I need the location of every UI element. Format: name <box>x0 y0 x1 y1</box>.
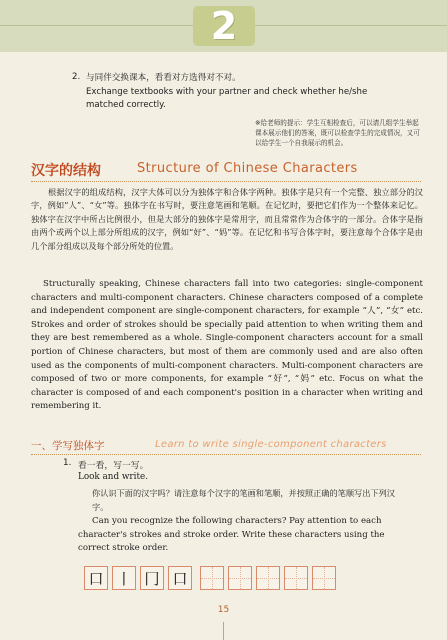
stroke-cell-1 <box>84 566 108 590</box>
task-instruction-en: Can you recognize the following characters? Pay attention to each character's strokes and stroke order. Write these characters using the correct stroke order. <box>78 516 385 554</box>
teacher-note: ※给老师的提示：学生互相检查后，可以请几组学生举起课本展示他们的答案，既可以检查学生的完成情况，又可以给学生一个自我展示的机会。 <box>255 119 420 147</box>
task-title-en: Look and write. <box>78 472 148 482</box>
exercise-number: 2. <box>72 72 81 82</box>
section-dotted-divider <box>31 181 421 182</box>
stroke-glyph: 丨 <box>116 570 132 588</box>
practice-cell[interactable] <box>228 566 252 590</box>
task-instruction-cn: 你认识下面的汉字吗？请注意每个汉字的笔画和笔顺，并按照正确的笔顺写出下列汉字。 <box>92 488 395 512</box>
stroke-glyph: 冂 <box>144 570 160 588</box>
stroke-glyph: 口 <box>88 570 104 588</box>
page-number-tick <box>223 622 224 640</box>
subsection-dotted-divider <box>31 454 421 455</box>
subsection-title-en: Learn to write single-component characters <box>155 439 387 450</box>
page-number: 15 <box>217 605 230 615</box>
practice-cell[interactable] <box>284 566 308 590</box>
section-paragraph-en: Structurally speaking, Chinese characters fall into two categories: single-component characters and multi-component characters. Chinese characters composed of a complete and independent component are single-component characters, for example “人”, “女” etc. Strokes and order of strokes should be specially paid attention to when writing them and they are best remembered as a whole. Single-component characters account for a small portion of Chinese characters, but most of them are commonly used and are also often used as the components of multi-component characters. Multi-component characters are composed of two or more components, for example “好”, “妈” etc. Focus on what the character is composed of and each component's position in a character when writing and remembering it. <box>31 279 423 412</box>
practice-cell[interactable] <box>312 566 336 590</box>
stroke-glyph: 口 <box>172 570 188 588</box>
stroke-cell-4 <box>168 566 192 590</box>
chapter-number-badge: 2 <box>193 6 255 46</box>
stroke-cell-2 <box>112 566 136 590</box>
practice-cell[interactable] <box>200 566 224 590</box>
exercise-instruction-cn: 与同伴交换课本，看看对方选得对不对。 <box>86 73 241 83</box>
section-title-cn: 汉字的结构 <box>31 163 101 179</box>
writing-practice-grid <box>84 566 340 590</box>
stroke-cell-3 <box>140 566 164 590</box>
task-number: 1. <box>63 458 72 468</box>
subsection-title-cn: 一、学写独体字 <box>31 440 105 452</box>
section-title-en: Structure of Chinese Characters <box>137 161 358 176</box>
exercise-instruction-en: Exchange textbooks with your partner and check whether he/she matched correctly. <box>86 87 368 110</box>
section-paragraph-cn: 根据汉字的组成结构，汉字大体可以分为独体字和合体字两种。独体字是只有一个完整、独立部分的汉字，例如“人”、“女”等。独体字在书写时，要注意笔画和笔顺。在记忆时，要把它们作为一个整体来记忆。独体字在汉字中所占比例很小，但是大部分的独体字是常用字，而且常常作为合体字的一部分。合体字是指由两个或两个以上部分所组成的汉字，例如“好”、“妈”等。在记忆和书写合体字时，要注意每个合体字是由几个部分组成以及每个部分所处的位置。 <box>31 187 423 251</box>
task-title-cn: 看一看，写一写。 <box>78 461 149 471</box>
practice-cell[interactable] <box>256 566 280 590</box>
